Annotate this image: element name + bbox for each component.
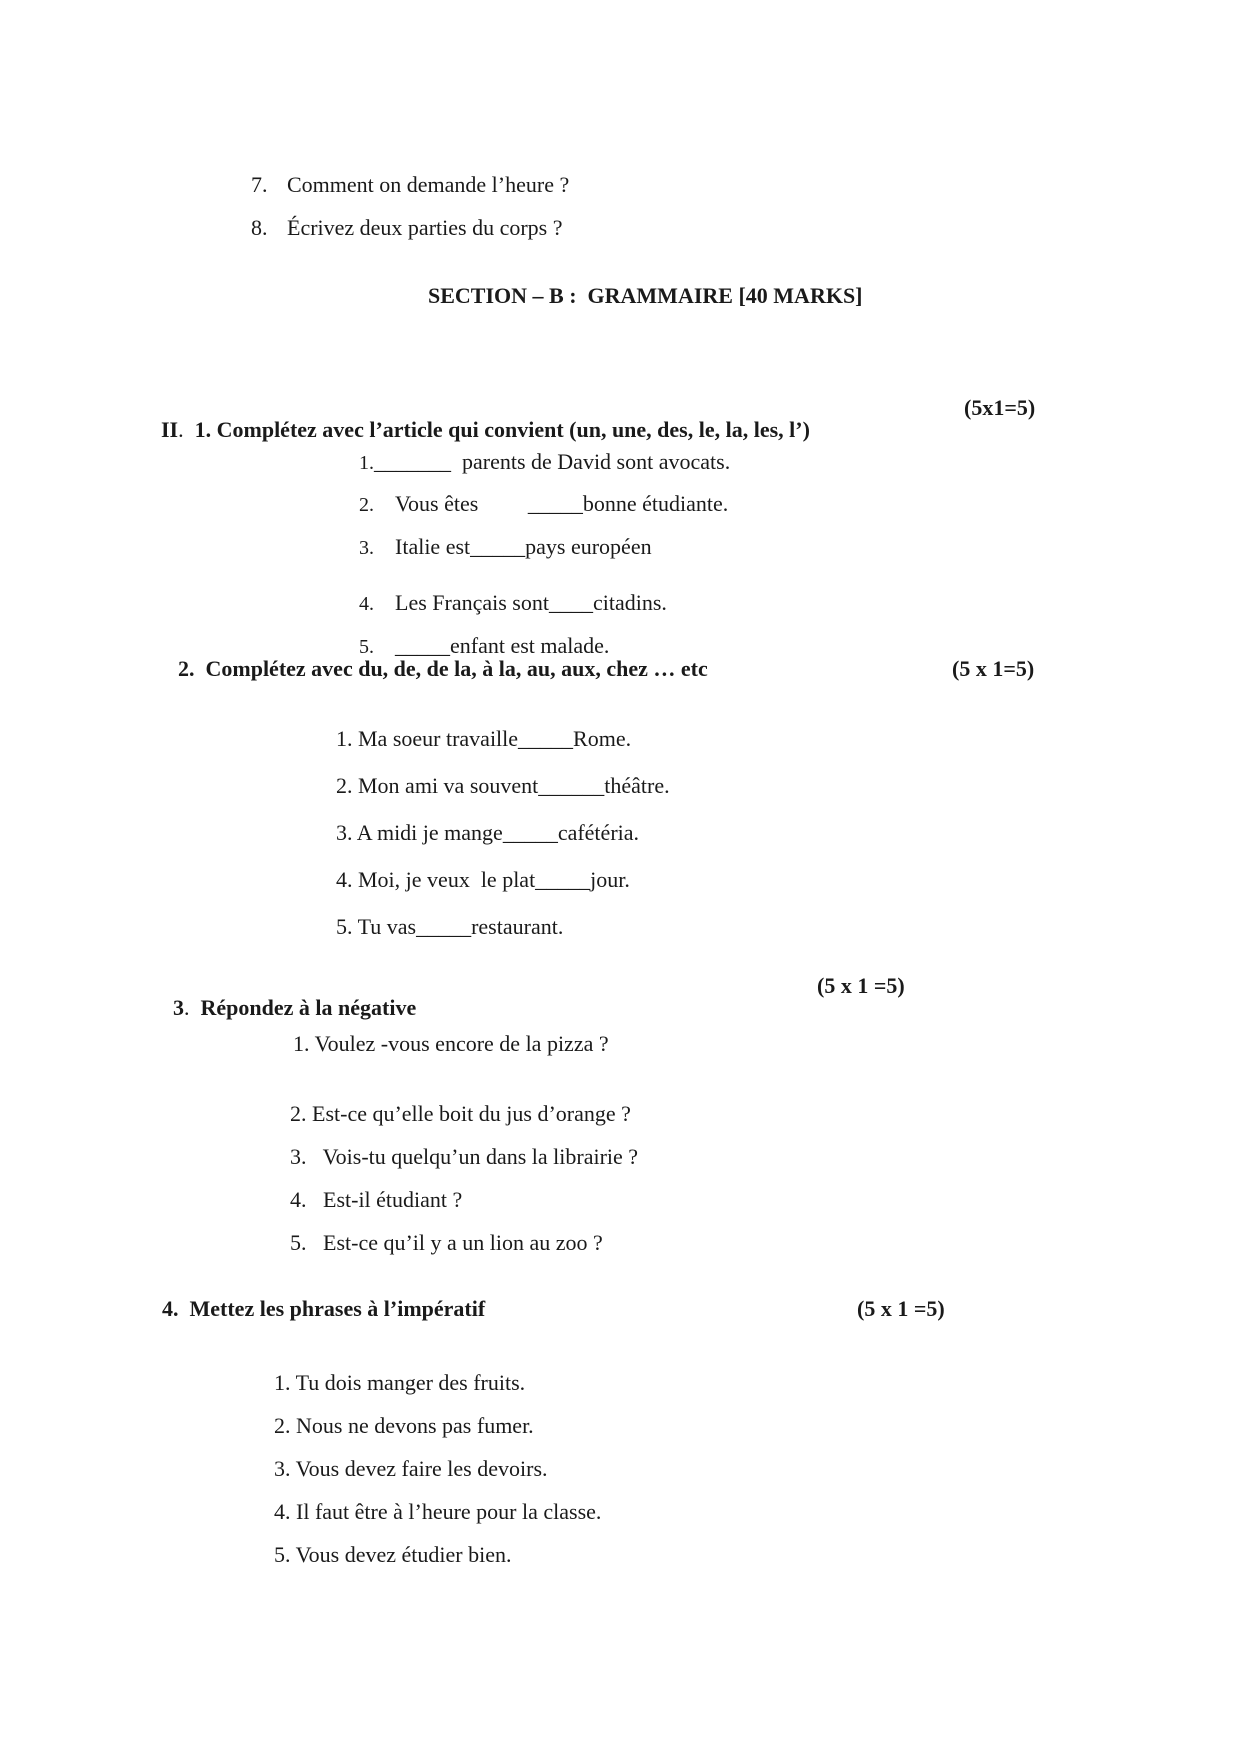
q4-item-1: 1. Tu dois manger des fruits. (274, 1370, 526, 1395)
q3-number: 3 (173, 995, 184, 1020)
q1-item-4 (348, 570, 667, 614)
q2-item-4: 4. Moi, je veux le plat_____jour. (336, 867, 630, 892)
roman-numeral: II (161, 417, 179, 442)
q1-heading-line: II. 1. Complétez avec l’article qui convient (un, une, des, le, la, les, l’) (161, 417, 810, 442)
q1-item-2 (348, 471, 728, 515)
q2-marks: (5 x 1=5) (952, 656, 1035, 681)
q2-item-2: 2. Mon ami va souvent______théâtre. (336, 773, 670, 798)
q3-item-2: 2. Est-ce qu’elle boit du jus d’orange ? (290, 1101, 631, 1126)
q2-heading: 2. Complétez avec du, de, de la, à la, au, aux, chez … etc (178, 656, 708, 681)
q3-item-5: 5. Est-ce qu’il y a un lion au zoo ? (290, 1230, 603, 1255)
q1-marks: (5x1=5) (964, 395, 1036, 420)
q4-item-5: 5. Vous devez étudier bien. (274, 1542, 512, 1567)
question-text: Écrivez deux parties du corps ? (287, 215, 563, 240)
q2-item-3: 3. A midi je mange_____cafétéria. (336, 820, 640, 845)
item-text: Vous êtes _____bonne étudiante. (395, 491, 729, 516)
q3-marks: (5 x 1 =5) (817, 973, 905, 998)
q1-item-1 (348, 429, 730, 473)
item-text: _____enfant est malade. (395, 633, 610, 658)
item-number: 5. (359, 636, 374, 658)
q3-item-1: 1. Voulez -vous encore de la pizza ? (293, 1031, 609, 1056)
item-number: 2. (359, 494, 374, 516)
q4-item-2: 2. Nous ne devons pas fumer. (274, 1413, 534, 1438)
item-text: Les Français sont____citadins. (395, 590, 667, 615)
question-number: 8. (251, 215, 268, 240)
question-number: 7. (251, 172, 268, 197)
q1-heading: 1. Complétez avec l’article qui convient (un, une, des, le, la, les, l’) (194, 417, 810, 442)
q4-heading: 4. Mettez les phrases à l’impératif (162, 1296, 486, 1321)
q3-heading-line: 3. Répondez à la négative (173, 995, 417, 1020)
item-number: 4. (359, 593, 374, 615)
item-text: _______ parents de David sont avocats. (374, 449, 731, 474)
q4-item-4: 4. Il faut être à l’heure pour la classe. (274, 1499, 602, 1524)
q3-heading: Répondez à la négative (200, 995, 417, 1020)
q4-marks: (5 x 1 =5) (857, 1296, 945, 1321)
item-number: 3. (359, 537, 374, 559)
question-8 (240, 195, 563, 239)
item-number: 1. (359, 452, 374, 474)
q2-item-5: 5. Tu vas_____restaurant. (336, 914, 564, 939)
q2-item-1: 1. Ma soeur travaille_____Rome. (336, 726, 632, 751)
section-title: SECTION – B : GRAMMAIRE [40 MARKS] (428, 283, 863, 308)
q3-item-4: 4. Est-il étudiant ? (290, 1187, 463, 1212)
item-text: Italie est_____pays européen (395, 534, 652, 559)
question-text: Comment on demande l’heure ? (287, 172, 570, 197)
q1-item-3 (348, 514, 652, 558)
q4-item-3: 3. Vous devez faire les devoirs. (274, 1456, 548, 1481)
q3-item-3: 3. Vois-tu quelqu’un dans la librairie ? (290, 1144, 639, 1169)
question-7 (240, 152, 569, 196)
q1-item-5 (348, 613, 609, 657)
